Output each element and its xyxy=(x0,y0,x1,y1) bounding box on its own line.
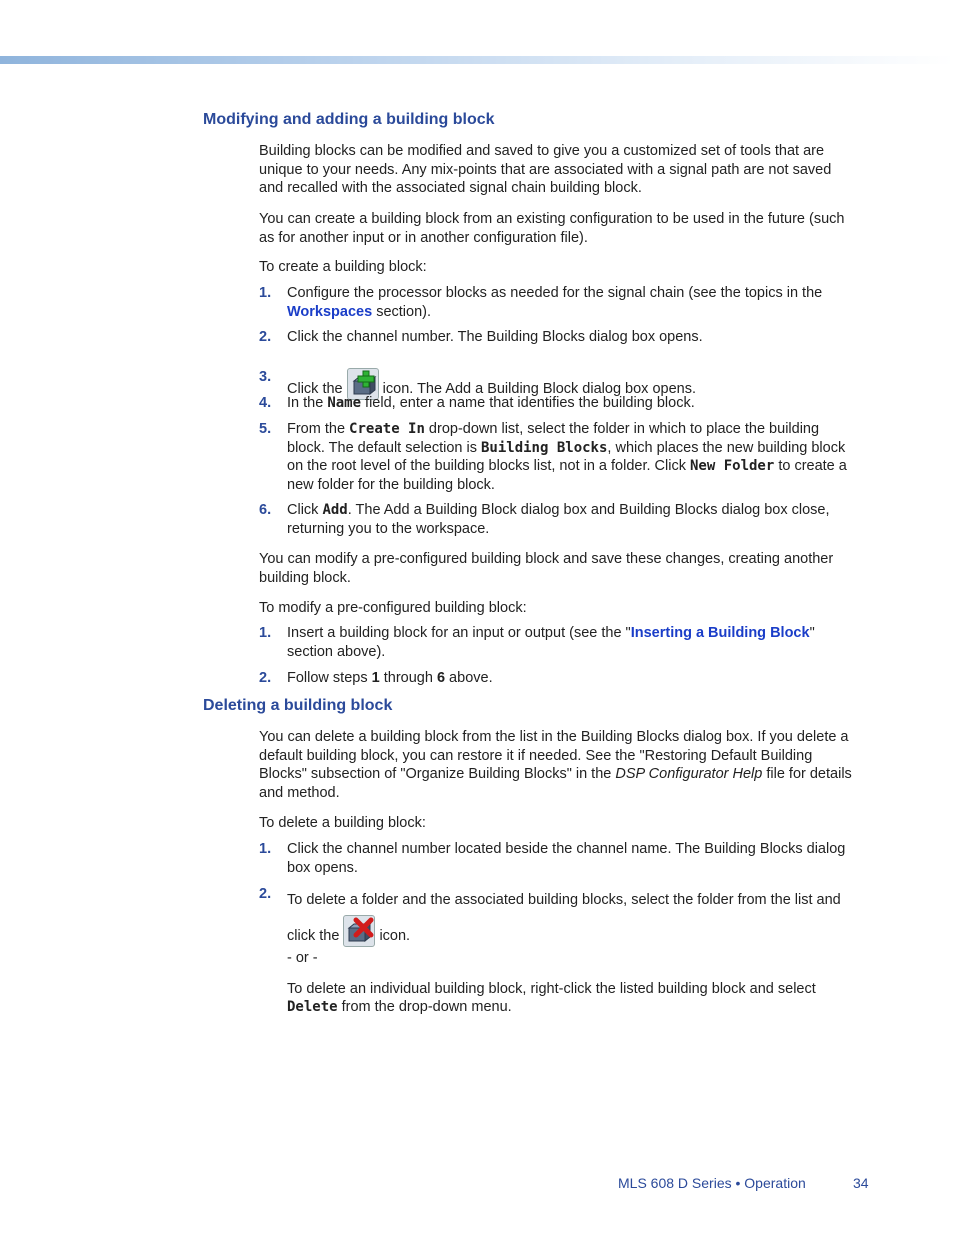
step-text: In the xyxy=(287,395,328,411)
step-text: To delete an individual building block, right-click the listed building block and select xyxy=(287,980,816,997)
step-text: drop-down list, select the folder in which to place the building block. The default selection is xyxy=(287,421,820,456)
step-text: from the drop-down menu. xyxy=(337,999,512,1015)
step-number: 1. xyxy=(259,285,272,301)
list-item xyxy=(259,420,859,494)
step-ref: 6 xyxy=(436,670,446,686)
code-create-in: Create In xyxy=(349,421,425,437)
code-add: Add xyxy=(322,502,348,518)
step-text: Click the channel number located beside the channel name. The Building Blocks dialog box opens. xyxy=(287,841,846,876)
step-text: To delete a folder and the associated building blocks, select the folder from the list and click the xyxy=(287,892,841,944)
step-number: 2. xyxy=(259,329,272,345)
section-title-delete: Deleting a building block xyxy=(203,697,393,714)
page-number: 34 xyxy=(853,1175,869,1191)
step-ref: 1 xyxy=(371,670,380,686)
list-item xyxy=(259,501,859,538)
list-item xyxy=(259,840,859,877)
paragraph-text: file for details and method. xyxy=(259,766,852,801)
step-number: 2. xyxy=(259,670,272,686)
section-title-modify: Modifying and adding a building block xyxy=(203,111,495,128)
code-new-folder: New Folder xyxy=(690,458,775,474)
code-delete: Delete xyxy=(287,999,338,1015)
code-building-blocks: Building Blocks xyxy=(480,439,608,456)
paragraph: To modify a pre-configured building block: xyxy=(259,600,527,616)
list-item xyxy=(259,328,859,347)
paragraph xyxy=(259,728,859,802)
step-text: through xyxy=(379,670,437,686)
step-text: Click xyxy=(287,502,323,518)
step-text: Click the xyxy=(287,381,347,397)
step-text: Follow steps xyxy=(287,670,372,686)
step-number: 1. xyxy=(259,841,272,857)
paragraph-text: You can delete a building block from the list in the Building Blocks dialog box. If you delete a default building block, you can restore it if needed. See the "Restoring Default Building Blocks" subsection of "Organize Building Blocks" in the xyxy=(259,729,849,782)
header-gradient-bar xyxy=(0,56,954,64)
step-text: icon. xyxy=(375,928,411,944)
footer-title: MLS 608 D Series • Operation xyxy=(618,1175,806,1191)
step-number: 1. xyxy=(259,625,272,641)
step-number: 6. xyxy=(259,502,272,518)
delete-folder-icon xyxy=(343,915,375,947)
step-text: to create a new folder for the building block. xyxy=(287,458,847,493)
inserting-building-block-link[interactable]: Inserting a Building Block xyxy=(630,625,810,641)
step-text: Insert a building block for an input or output (see the " xyxy=(287,625,631,641)
step-text: . The Add a Building Block dialog box and Building Blocks dialog box close, returning you to the workspace. xyxy=(287,502,830,537)
list-item xyxy=(259,394,859,413)
paragraph: You can modify a pre-configured building block and save these changes, creating another building block. xyxy=(259,551,834,586)
step-text: above. xyxy=(445,670,493,686)
paragraph: To create a building block: xyxy=(259,259,427,275)
step-text: section). xyxy=(372,303,432,320)
code-name: Name xyxy=(327,395,362,411)
step-text: " section above). xyxy=(287,625,815,660)
step-number: 4. xyxy=(259,395,272,411)
step-number: 5. xyxy=(259,421,272,437)
step-number: 3. xyxy=(259,369,272,385)
workspaces-link[interactable]: Workspaces xyxy=(287,303,373,320)
or-separator: - or - xyxy=(287,950,318,966)
paragraph: Building blocks can be modified and saved to give you a customized set of tools that are unique to your needs. Any mix-points that are associated with a signal path are not saved and recalled with the associated signal chain building block. xyxy=(259,143,832,196)
paragraph: To delete a building block: xyxy=(259,815,426,831)
paragraph: You can create a building block from an existing configuration to be used in the future (such as for another input or in another configuration file). xyxy=(259,211,845,246)
list-item xyxy=(259,624,859,661)
step-number: 2. xyxy=(259,886,272,902)
list-item xyxy=(259,885,859,1017)
step-text: From the xyxy=(287,421,350,437)
help-file-title: DSP Configurator Help xyxy=(615,766,763,782)
list-item xyxy=(259,669,859,688)
step-text: field, enter a name that identifies the building block. xyxy=(361,395,695,411)
step-text: Click the channel number. The Building Blocks dialog box opens. xyxy=(287,329,703,345)
step-text: icon. The Add a Building Block dialog box opens. xyxy=(378,381,696,397)
step-text: , which places the new building block on the root level of the building blocks list, not in a folder. Click xyxy=(287,439,846,474)
step-text: Configure the processor blocks as needed for the signal chain (see the topics in the xyxy=(287,285,823,301)
list-item xyxy=(259,284,859,321)
